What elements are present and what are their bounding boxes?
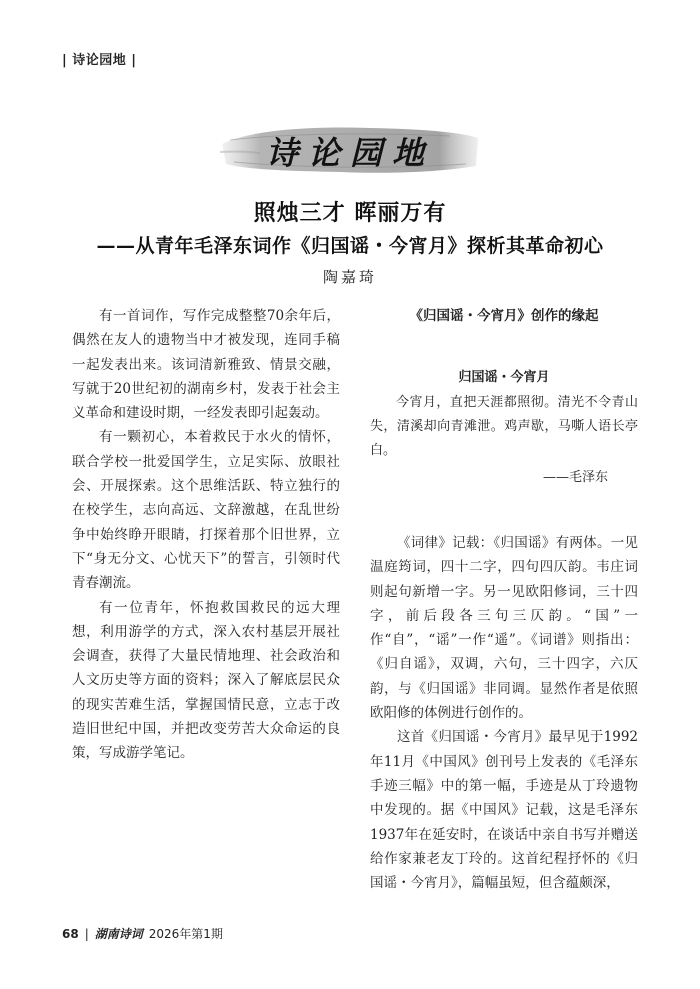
poem-body: 今宵月，直把天涯都照彻。清光不令青山失，清溪却向青滩泄。鸡声歇，马嘶人语长亭白。 — [370, 395, 638, 458]
article-author: 陶嘉琦 — [322, 268, 377, 286]
paragraph: 这首《归国谣・今宵月》最早见于1992年11月《中国风》创刊号上发表的《毛泽东手迹三幅》中的第一幅，手迹是从丁玲遗物中发现的。据《中国风》记载，这是毛泽东1937年在延安时，在谈话中亲自书写并赠送给作家兼老友丁玲的。这首纪程抒怀的《归国谣・今宵月》，篇幅虽短，但含蕴颇深， — [370, 729, 638, 892]
paragraph: 有一颗初心，本着救民于水火的情怀，联合学校一批爱国学生，立足实际、放眼社会、开展探索。这个思维活跃、特立独行的在校学生，志向高远、文辞激越，在乱世纷争中始终睁开眼睛，打探着那个旧世界，立下“身无分文、心忧天下”的誓言，引领时代青春潮流。 — [72, 429, 340, 592]
paragraph: 《词律》记载：《归国谣》有两体。一见温庭筠词，四十二字，四句四仄韵。韦庄词则起句新增一字。另一见欧阳修词，三十四字，前后段各三句三仄韵。“国”一作“自”，“谣”一作“遥”。《词谱》则指出：《归自谣》，双调，六句，三十四字，六仄韵，与《归国谣》非同调。显然作者是依照欧阳修的体例进行创作的。 — [370, 535, 638, 722]
paragraph: 有一位青年，怀抱救国救民的远大理想，利用游学的方式，深入农村基层开展社会调查，获得了大量民情地理、社会政治和人文历史等方面的资料；深入了解底层民众的现实苦难生活，掌握国情民意，立志于改造旧世纪中国，并把改变劳苦大众命运的良策，写成游学笔记。 — [72, 599, 340, 762]
issue-label: 2026年第1期 — [148, 927, 223, 941]
section-heading: 《归国谣・今宵月》创作的缘起 — [409, 308, 599, 324]
page-number: 68 — [62, 926, 79, 941]
right-column — [370, 304, 638, 895]
paragraph: 有一首词作，写作完成整整70余年后，偶然在友人的遗物当中才被发现，连同手稿一起发表出来。该词清新雅致、情景交融，写就于20世纪初的湖南乡村，发表于社会主义革命和建设时期，一经发表即引起轰动。 — [72, 308, 340, 422]
banner-title: 诗论园地 — [265, 134, 434, 172]
poem-signature: ——毛泽东 — [542, 470, 608, 485]
page-footer — [62, 925, 223, 942]
footer-divider: | — [84, 926, 89, 941]
poem-title: 归国谣・今宵月 — [458, 370, 550, 385]
section-banner — [220, 122, 480, 178]
article-subtitle: ——从青年毛泽东词作《归国谣・今宵月》探析其革命初心 — [96, 235, 604, 257]
article-title: 照烛三才 晖丽万有 — [253, 200, 447, 226]
right-prose — [370, 531, 638, 895]
section-tag: | 诗论园地 | — [62, 53, 137, 68]
magazine-name: 湖南诗词 — [94, 927, 143, 941]
left-column — [72, 304, 340, 766]
